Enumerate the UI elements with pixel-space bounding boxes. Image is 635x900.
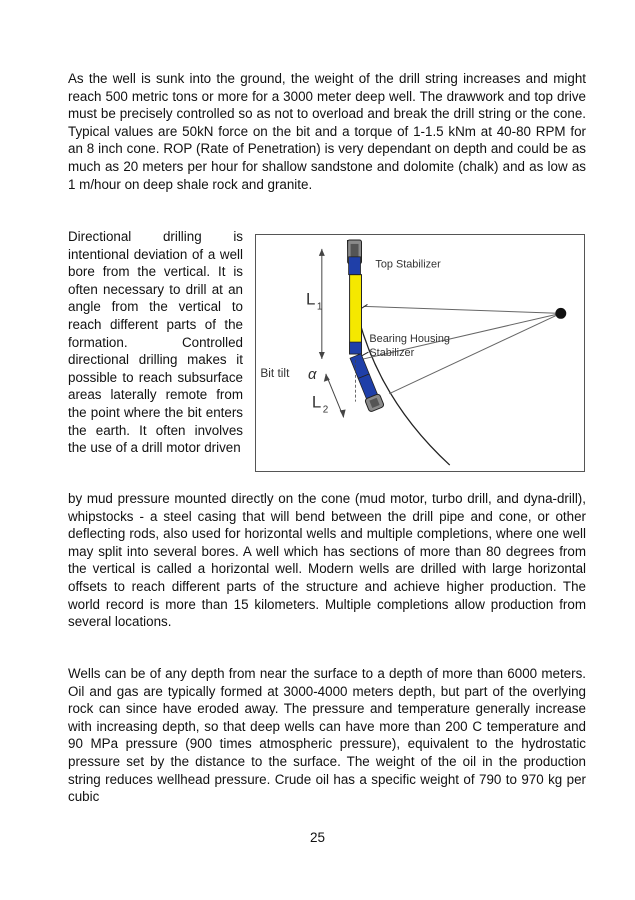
radius-line-bottom	[389, 313, 561, 393]
l1-subscript: 1	[316, 301, 323, 313]
paragraph-directional-drilling-intro: Directional drilling is intentional deviation of a well bore from the vertical. It is often necessary to drill at an angle from the vertical to reach different parts of the formation. Controlled directional drilling makes it possible to reach subsurface areas laterally remote from the point where the bit enters the earth. It often involves the use of a drill motor driven	[68, 229, 243, 456]
bit-tilt-label: Bit tilt	[260, 365, 290, 380]
paragraph-well-depth: Wells can be of any depth from near the surface to a depth of more than 6000 meters. Oil and gas are typically formed at 3000-4000 meters depth, but part of the overlying rock can since have eroded away. The pressure and temperature generally increase with increasing depth, so that deep wells can have more than 200 C temperature and 90 MPa pressure (900 times atmospheric pressure), equivalent to the hydrostatic pressure set by the distance to the surface. The weight of the oil in the production string reduces wellhead pressure. Crude oil has a specific weight of 790 to 970 kg per cubic	[68, 666, 586, 805]
bearing-housing-label-line2: Stabilizer	[369, 346, 415, 359]
top-stabilizer-blue	[349, 257, 361, 275]
drill-motor-upper	[348, 240, 362, 354]
top-stabilizer-label: Top Stabilizer	[375, 258, 441, 271]
paragraph-directional-drilling-continued: by mud pressure mounted directly on the cone (mud motor, turbo drill, and dyna-drill), whipstocks - a steel casing that will bend between the drill pipe and cone, or other deflecting rods, also used for horizontal wells and multiple completions, where one well may split into several bores. A well which has sections of more than 80 degrees from the vertical is called a horizontal well. Modern wells are drilled with large horizontal offsets to reach different parts of the structure and achieve higher production. The world record is more than 15 kilometers. Multiple completions allow production from several locations.	[68, 491, 586, 630]
bearing-housing-label-line1: Bearing Housing	[369, 333, 450, 346]
drill-motor-lower	[348, 353, 384, 412]
directional-drilling-figure	[255, 234, 585, 472]
bent-housing-diagram	[256, 235, 584, 471]
top-stabilizer-slot	[351, 244, 359, 258]
radius-line-top	[363, 306, 560, 313]
center-point	[555, 308, 566, 319]
angle-marker-middle	[361, 352, 368, 356]
l1-arrow-bottom	[319, 352, 325, 359]
l2-label: L	[311, 392, 322, 412]
alpha-symbol: α	[307, 366, 317, 383]
paragraph-drill-string-weight: As the well is sunk into the ground, the weight of the drill string increases and might reach 500 metric tons or more for a 3000 meter deep well. The drawwork and top drive must be precisely controlled so as not to overload and break the drill string or the cone. Typical values are 50kN force on the bit and a torque of 1-1.5 kNm at 40-80 RPM for an 8 inch cone. ROP (Rate of Penetration) is very dependant on depth and could be as much as 20 meters per hour for shallow sandstone and dolomite (chalk) and as low as 1 m/hour on deep shale rock and granite.	[68, 71, 586, 192]
l1-label: L	[305, 289, 316, 309]
page-number: 25	[309, 830, 326, 845]
l1-arrow-top	[319, 249, 325, 256]
l2-subscript: 2	[322, 404, 329, 416]
bearing-housing-stabilizer-blue	[350, 342, 362, 354]
